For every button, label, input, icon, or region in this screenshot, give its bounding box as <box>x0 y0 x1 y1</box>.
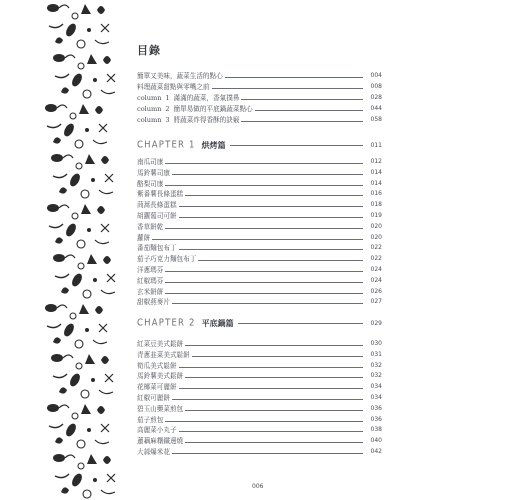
dot-leader <box>238 323 363 324</box>
chapter-2-heading[interactable] <box>137 316 382 330</box>
entry-label <box>137 105 255 113</box>
chapter-1-heading[interactable] <box>137 138 382 152</box>
entry-page: 040 <box>370 437 382 445</box>
toc-entry[interactable] <box>137 81 382 91</box>
toc-entry[interactable] <box>137 221 382 231</box>
dot-leader <box>185 345 363 346</box>
toc-entry[interactable] <box>137 286 382 296</box>
entry-page: 020 <box>370 222 382 230</box>
dot-leader <box>172 174 363 175</box>
chapter-page: 029 <box>370 319 382 327</box>
toc-entry[interactable] <box>137 414 382 424</box>
entry-page: 038 <box>370 426 382 434</box>
entry-page: 012 <box>370 158 382 165</box>
entry-label: 紅椒瑪芬 <box>137 276 164 285</box>
toc-entry[interactable] <box>137 381 382 391</box>
dot-leader <box>152 239 363 240</box>
entry-label <box>137 116 241 124</box>
entry-label: 茄子巧克力麵包布丁 <box>137 255 197 264</box>
toc-entry[interactable] <box>137 338 382 348</box>
column-number: 1 <box>165 94 170 102</box>
dot-leader <box>185 442 363 443</box>
entry-page: 022 <box>370 244 382 252</box>
entry-label: 紅椒可麗餅 <box>137 394 170 402</box>
entry-page: 024 <box>370 276 382 284</box>
entry-label <box>137 94 241 102</box>
entry-label: 蓮藕麻糬鐵邊燒 <box>137 437 184 446</box>
dot-leader <box>172 399 363 400</box>
entry-label: 蘿餅 <box>137 233 151 242</box>
column-title: 將蔬菜炸得香酥的訣竅 <box>173 116 240 124</box>
dot-leader <box>212 88 363 89</box>
column-number: 2 <box>165 105 170 113</box>
dot-leader <box>230 145 363 146</box>
dot-leader <box>185 410 363 411</box>
dot-leader <box>198 260 363 261</box>
entry-page: 044 <box>370 105 382 112</box>
toc-entry[interactable] <box>137 210 382 220</box>
toc-entry[interactable] <box>137 156 382 166</box>
column-prefix: column <box>137 94 162 102</box>
dot-leader <box>185 195 363 196</box>
entry-label: 馬鈴薯司康 <box>137 168 170 177</box>
dot-leader <box>165 271 363 272</box>
toc-entry[interactable] <box>137 253 382 263</box>
dot-leader <box>179 206 363 207</box>
toc-entry[interactable] <box>137 242 382 252</box>
toc-entry[interactable] <box>137 392 382 402</box>
column-title: 簡單易做的平底鍋蔬菜點心 <box>173 105 253 113</box>
entry-label: 馬鈴薯美式鬆餅 <box>137 372 184 381</box>
dot-leader <box>179 431 363 432</box>
entry-label: 南瓜司康 <box>137 158 164 166</box>
entry-page: 042 <box>370 448 382 455</box>
dot-leader <box>165 163 363 164</box>
dot-leader <box>172 303 363 304</box>
entry-page: 032 <box>370 361 382 369</box>
toc-entry[interactable] <box>137 70 382 80</box>
entry-label: 大蒜爆米花 <box>137 448 170 456</box>
entry-label: 簡單又美味，蔬菜生活的點心 <box>137 72 223 80</box>
toc-entry[interactable] <box>137 264 382 274</box>
entry-label: 胡蘿蔔司可餅 <box>137 212 177 220</box>
entry-label: 茄子煎包 <box>137 415 164 424</box>
entry-page: 036 <box>370 404 382 412</box>
toc-entry[interactable] <box>137 360 382 370</box>
dot-leader <box>165 421 363 422</box>
entry-page: 024 <box>370 266 382 273</box>
column-prefix: column <box>137 105 162 113</box>
page-number: 006 <box>252 483 264 490</box>
entry-page: 019 <box>370 212 382 219</box>
entry-label: 高麗菜小丸子 <box>137 426 177 435</box>
toc-entry[interactable] <box>137 424 382 434</box>
entry-page: 020 <box>370 233 382 241</box>
entry-label: 洋蔥瑪芬 <box>137 266 164 274</box>
toc-entry[interactable] <box>137 435 382 445</box>
entry-page: 031 <box>370 350 382 358</box>
toc-entry[interactable] <box>137 167 382 177</box>
toc-entry-column[interactable] <box>137 103 382 113</box>
entry-label: 番茄麵包布丁 <box>137 244 177 253</box>
entry-page: 014 <box>370 179 382 187</box>
dot-leader <box>192 356 363 357</box>
entry-label: 紫番薯長條蛋糕 <box>137 190 184 199</box>
entry-page: 022 <box>370 255 382 263</box>
entry-page: 028 <box>370 94 382 101</box>
entry-page: 036 <box>370 415 382 423</box>
column-prefix: column <box>137 116 162 124</box>
entry-page: 058 <box>370 116 382 123</box>
dot-leader <box>165 228 363 229</box>
vegetable-pattern-strip <box>45 0 119 500</box>
chapter-title: 平底鍋篇 <box>201 317 234 328</box>
dot-leader <box>179 249 363 250</box>
toc-entry[interactable] <box>137 370 382 380</box>
toc-entry[interactable] <box>137 296 382 306</box>
dot-leader <box>179 367 363 368</box>
column-number: 3 <box>165 116 170 124</box>
entry-label: 紅菜豆美式鬆餅 <box>137 340 184 348</box>
toc-entry[interactable] <box>137 188 382 198</box>
entry-label: 茼蒿長條蛋糕 <box>137 201 177 210</box>
toc-entry[interactable] <box>137 349 382 359</box>
dot-leader <box>165 282 363 283</box>
entry-label: 玄米餅餅 <box>137 287 164 296</box>
entry-page: 016 <box>370 190 382 198</box>
dot-leader <box>172 453 363 454</box>
entry-page: 014 <box>370 168 382 176</box>
chapter-page: 011 <box>370 141 382 149</box>
entry-label: 甜椒燕麥片 <box>137 298 170 307</box>
toc-entry-column[interactable] <box>137 92 382 102</box>
entry-label: 香草餅乾 <box>137 222 164 231</box>
entry-page: 034 <box>370 394 382 401</box>
dot-leader <box>179 388 363 389</box>
entry-page: 034 <box>370 383 382 391</box>
chapter-title: 烘烤篇 <box>201 139 226 150</box>
dot-leader <box>179 217 363 218</box>
chapter-tag: CHAPTER 2 <box>137 317 196 329</box>
dot-leader <box>165 185 363 186</box>
toc-entry-column[interactable] <box>137 114 382 124</box>
dot-leader <box>255 110 363 111</box>
entry-label: 酪梨司康 <box>137 179 164 188</box>
entry-page: 004 <box>370 72 382 79</box>
dot-leader <box>241 121 363 122</box>
entry-label: 筍瓜美式鬆餅 <box>137 361 177 370</box>
toc-entry[interactable] <box>137 178 382 188</box>
entry-page: 032 <box>370 372 382 380</box>
toc-heading: 目錄 <box>137 44 161 57</box>
entry-page: 026 <box>370 287 382 295</box>
toc-entry[interactable] <box>137 446 382 456</box>
entry-label: 花椰菜可麗餅 <box>137 383 177 392</box>
entry-page: 018 <box>370 201 382 209</box>
entry-label: 碧玉山藥菜煎包 <box>137 404 184 413</box>
toc-entry[interactable] <box>137 403 382 413</box>
entry-page: 008 <box>370 83 382 90</box>
dot-leader <box>241 99 363 100</box>
toc-entry[interactable] <box>137 199 382 209</box>
toc-entry[interactable] <box>137 275 382 285</box>
entry-label: 料理蔬菜甜點與零嘴之前 <box>137 83 210 91</box>
dot-leader <box>225 77 363 78</box>
chapter-tag: CHAPTER 1 <box>137 139 196 151</box>
column-title: 滿滿的蔬菜，香氣撲鼻 <box>173 94 240 102</box>
toc-entry[interactable] <box>137 232 382 242</box>
entry-label: 青蔥韭菜美式鬆餅 <box>137 350 190 359</box>
entry-page: 030 <box>370 340 382 347</box>
dot-leader <box>165 293 363 294</box>
entry-page: 027 <box>370 298 382 306</box>
dot-leader <box>185 377 363 378</box>
